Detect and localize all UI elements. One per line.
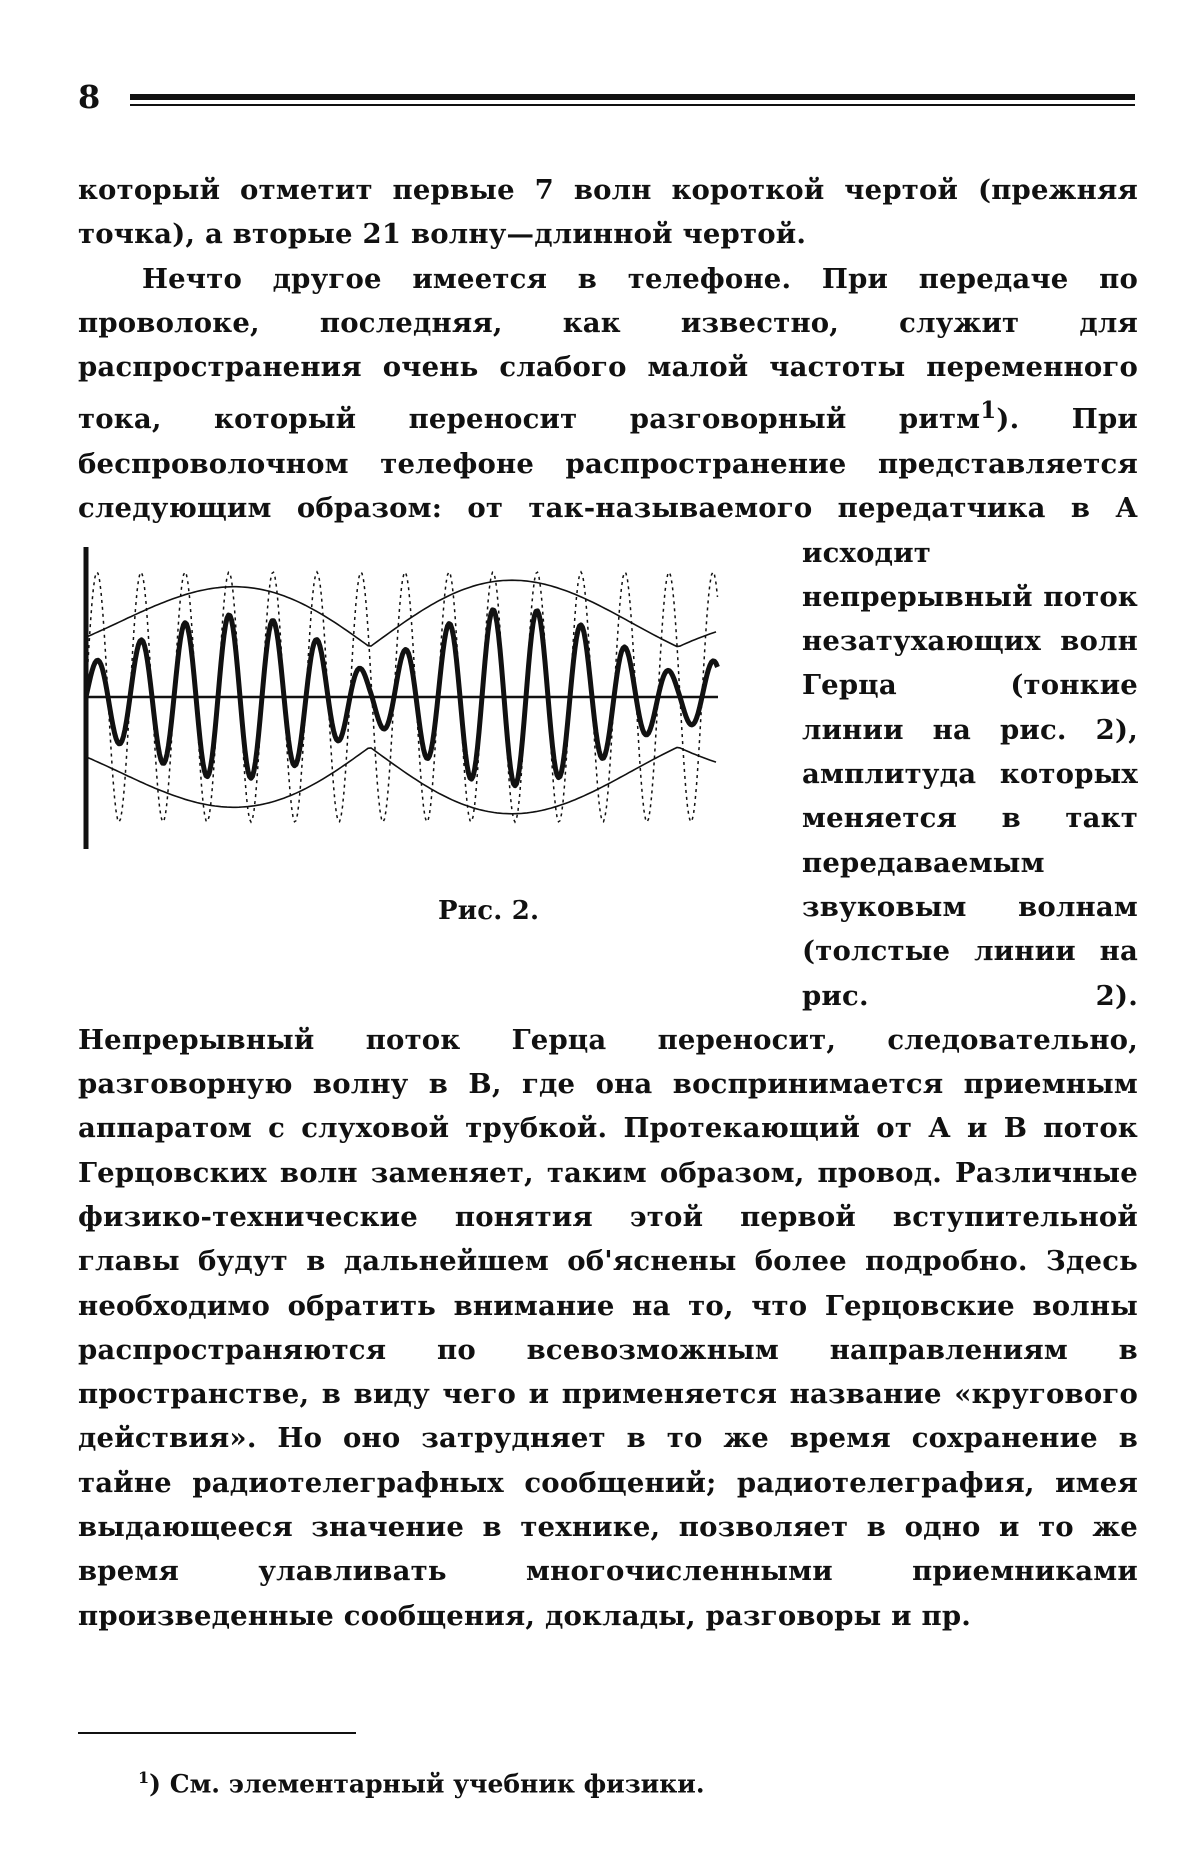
paragraph-2-tail: непрерывный поток незатухающих волн Герца (тонкие линии на рис. 2), амплитуда которых меняется в такт передаваемым звуковым волнам (толстые линии на рис. 2). Непрерывный поток Герца переносит, следовательно, разговорную волну в В, где она воспринимается приемным аппаратом с слуховой трубкой. Протекающий от А и В поток Герцовских волн заменяет, таким образом, провод. Различные физико-технические понятия этой первой вступительной главы будут в дальнейшем об'яснены более подробно. Здесь необходимо обратить внимание на то, что Герцовские волны распространяются по всевозможным направлениям в пространстве, в виду чего и применяется название «кругового действия». Но оно затрудняет в то же время сохранение в тайне радиотелеграфных сообщений; радиотелеграфия, имея выдающееся значение в технике, позволяет в одно и то же время улавливать многочисленными приемниками произведенные сообщения, доклады, разговоры и пр.: [78, 580, 1138, 1632]
paragraph-1: который отметит первые 7 волн короткой чертой (прежняя точка), а вторые 21 волну—длинной чертой.: [78, 174, 1138, 251]
paragraph-2-rest: [78, 404, 1138, 1632]
footnote-rule: [78, 1732, 356, 1734]
footnote-mark: 1: [138, 1768, 150, 1787]
footnote-reference: 1: [980, 397, 997, 425]
footnote-close: ): [149, 1769, 170, 1799]
modulated-wave-illustration: [78, 537, 778, 877]
paragraph-2: [78, 257, 1138, 1638]
paragraph-2-start: Нечто другое имеется в телефоне. При передаче по проволоке, последняя, как известно, служит для распространения очень слабого малой частоты переменного тока, который переносит разговорный ритм: [78, 262, 1138, 436]
footnote: [138, 1768, 705, 1798]
body-text: [78, 168, 1138, 1638]
figure-caption: Рис. 2.: [438, 895, 540, 926]
envelope-lower: [86, 747, 716, 813]
paragraph-2-lead: ). При беспроволочном телефоне распространение представляется следующим образом: от так-называемого передатчика в А исходит: [78, 403, 1138, 569]
page-number: 8: [78, 78, 101, 116]
footnote-text: См. элементарный учебник физики.: [169, 1769, 705, 1799]
figure-2: [78, 531, 778, 991]
header-rule: [130, 94, 1135, 106]
